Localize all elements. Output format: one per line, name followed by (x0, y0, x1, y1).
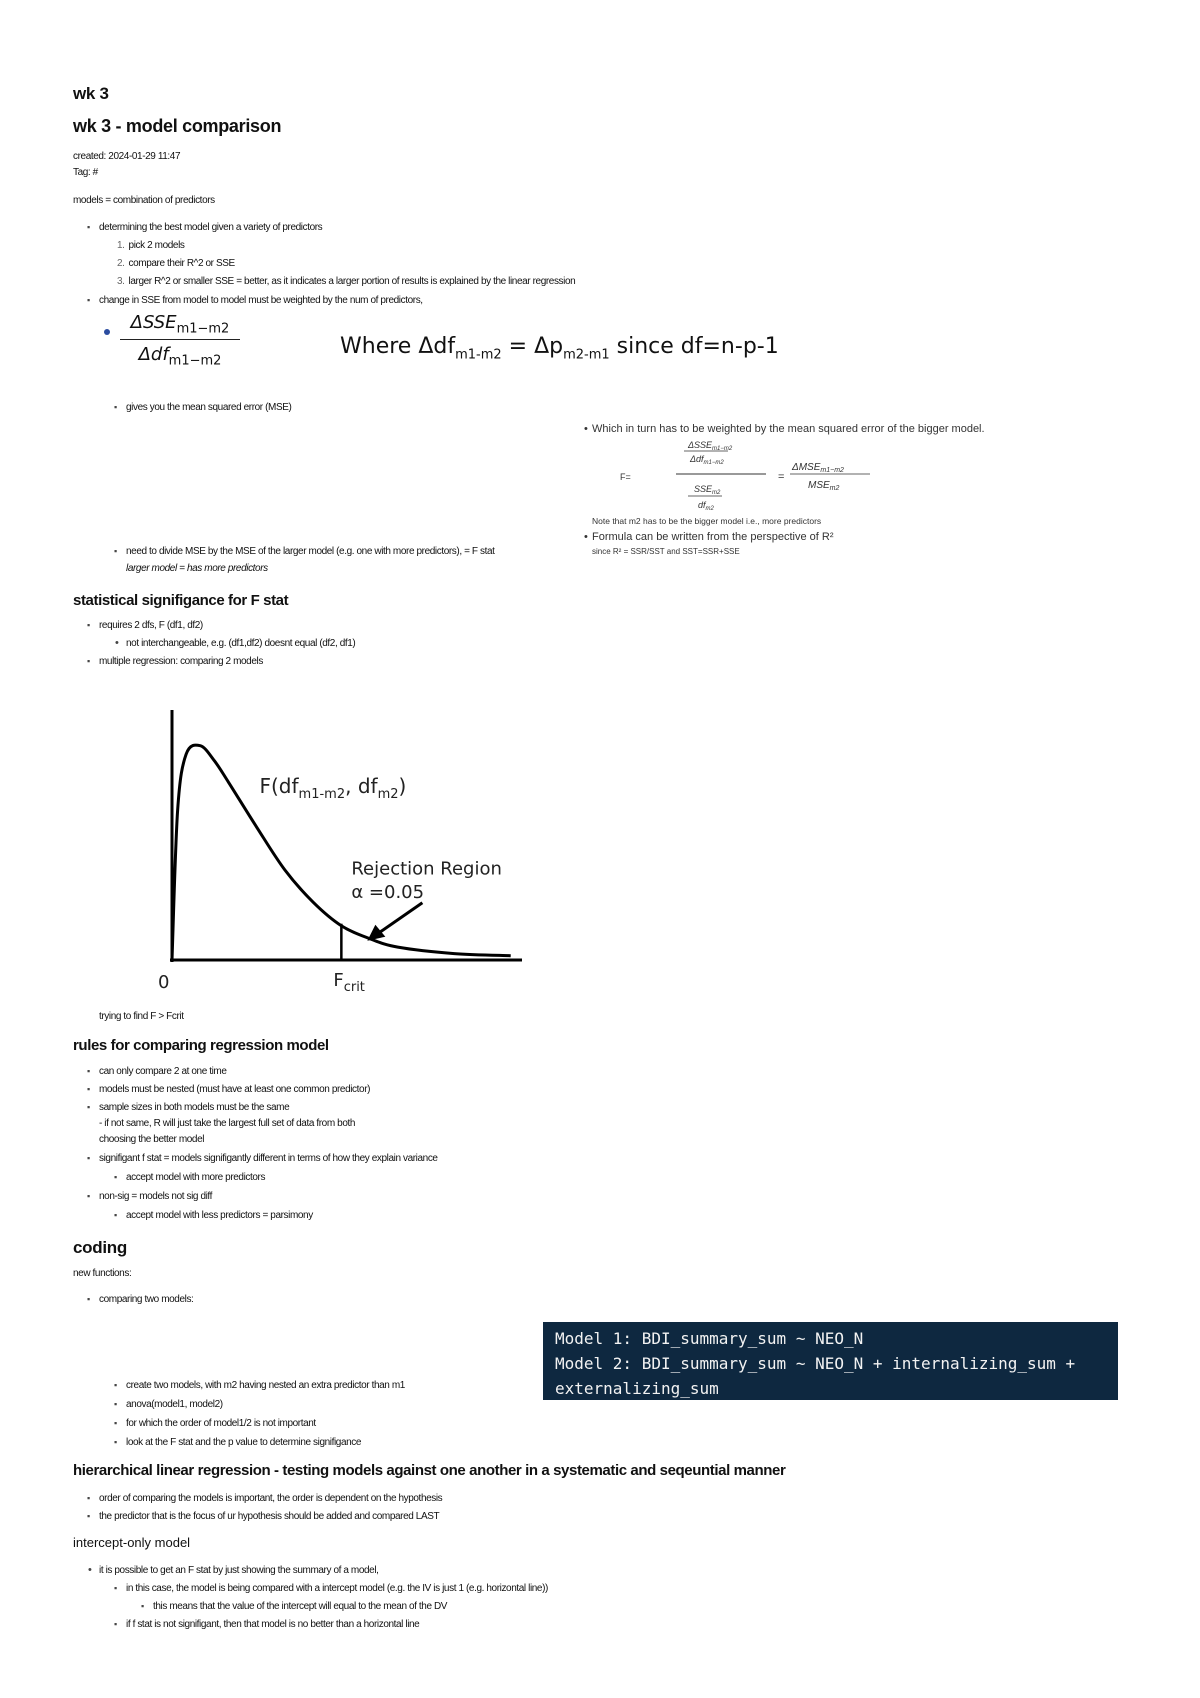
list-item: ▪ need to divide MSE by the MSE of the larger model (e.g. one with more predictors), = F stat (126, 546, 495, 557)
list-item: ▪ the predictor that is the focus of ur hypothesis should be added and compared LAST (99, 1511, 439, 1522)
list-item: ▪ for which the order of model1/2 is not important (126, 1418, 316, 1429)
formula-term: $MSE_{m2}$ (808, 480, 840, 492)
section-heading-coding: coding (73, 1238, 127, 1257)
tag-meta: Tag: # (73, 167, 98, 178)
list-item: ▪ if f stat is not signifigant, then that model is no better than a horizontal line (126, 1619, 419, 1630)
alpha-label: α =0.05 (351, 881, 425, 903)
formula-term: $\Delta SSE_{m1-m2}$ (688, 440, 733, 452)
formula-line: since R² = SSR/SST and SST=SSR+SSE (592, 547, 740, 556)
formula-term: $\Delta MSE_{m1-m2}$ (792, 462, 844, 474)
bullet-dot-icon (104, 329, 110, 335)
list-item: ▪ can only compare 2 at one time (99, 1066, 227, 1077)
code-line: Model 2: BDI_summary_sum ~ NEO_N + internalizing_sum + (555, 1354, 1076, 1373)
created-meta: created: 2024-01-29 11:47 (73, 151, 181, 162)
formula-term: Δdf$_{m1-m2}$ (690, 454, 724, 466)
code-line: externalizing_sum (555, 1379, 719, 1398)
list-item: ▪ models must be nested (must have at least one common predictor) (99, 1084, 370, 1095)
list-item: ▪ gives you the mean squared error (MSE) (126, 402, 291, 413)
where-clause: Where $\Delta df_{m1-m2} = \Delta p_{m2-m1}$ since df=n-p-1 (340, 334, 779, 363)
page-title: wk 3 (73, 84, 109, 103)
f-distribution-chart (150, 686, 550, 996)
list-item: ▪ accept model with more predictors (126, 1172, 265, 1183)
formula-term: $SSE_{m2}$ (694, 484, 721, 496)
rejection-region-label: Rejection Region (351, 858, 502, 880)
list-item: ▪ create two models, with m2 having nested an extra predictor than m1 (126, 1380, 405, 1391)
formula-note: Note that m2 has to be the bigger model i.e., more predictors (592, 516, 822, 526)
trying-note: trying to find F > Fcrit (99, 1011, 184, 1022)
list-item: ▪ in this case, the model is being compared with a intercept model (e.g. the IV is just 1 (e.g. horizontal line)) (126, 1583, 548, 1594)
list-item: ▪ comparing two models: (99, 1294, 193, 1305)
code-output-block (543, 1322, 1118, 1400)
formula-bullet: • (584, 423, 588, 435)
f-stat-formula-image (580, 418, 1050, 566)
origin-tick-label: 0 (158, 972, 170, 993)
fraction: $\Delta SSE_{m1-m2}$ Δdf$_{m1-m2}$ (120, 312, 240, 368)
section-heading-hierarchical: hierarchical linear regression - testing models against one another in a systematic and seqeuntial manner (73, 1462, 786, 1479)
list-item: ▪ accept model with less predictors = parsimony (126, 1210, 313, 1221)
code-line: Model 1: BDI_summary_sum ~ NEO_N (555, 1329, 864, 1348)
models-intro: models = combination of predictors (73, 195, 215, 206)
section-heading-rules: rules for comparing regression model (73, 1037, 329, 1054)
note-title: wk 3 - model comparison (73, 116, 282, 136)
sse-df-formula (120, 312, 820, 387)
list-item: ▪ change in SSE from model to model must be weighted by the num of predictors, (99, 295, 423, 306)
curve-label: $F(df_{m1-m2}$, $df_{m2}$) (259, 773, 407, 802)
arrowhead-icon (367, 925, 385, 941)
list-item: ▪ determining the best model given a variety of predictors (99, 222, 322, 233)
formula-line: Which in turn has to be weighted by the mean squared error of the bigger model. (592, 423, 985, 435)
equals-sign: = (778, 471, 785, 483)
formula-bullet: • (584, 531, 588, 543)
list-item: ▪ sample sizes in both models must be the same (99, 1102, 289, 1113)
f-label: F= (620, 472, 631, 482)
list-item: • not interchangeable, e.g. (df1,df2) doesnt equal (df2, df1) (126, 638, 355, 649)
list-item: ▪ anova(model1, model2) (126, 1399, 223, 1410)
list-item: ▪ this means that the value of the intercept will equal to the mean of the DV (153, 1601, 447, 1612)
list-item: ▪ multiple regression: comparing 2 models (99, 656, 263, 667)
list-item: ▪ requires 2 dfs, F (df1, df2) (99, 620, 203, 631)
list-item: ▪ look at the F stat and the p value to determine signifigance (126, 1437, 361, 1448)
intercept-heading: intercept-only model (73, 1535, 191, 1550)
list-item-continuation: choosing the better model (99, 1134, 205, 1145)
list-item: ▪ order of comparing the models is important, the order is dependent on the hypothesis (99, 1493, 442, 1504)
fcrit-tick-label: $F_{crit}$ (333, 970, 365, 995)
formula-term: $df_{m2}$ (698, 500, 714, 512)
list-item: ▪ non-sig = models not sig diff (99, 1191, 212, 1202)
list-item: ▪ signifigant f stat = models signifigantly different in terms of how they explain variance (99, 1153, 438, 1164)
numbered-item: 3. larger R^2 or smaller SSE = better, as it indicates a larger portion of results is explained by the linear regression (117, 276, 576, 287)
new-functions-label: new functions: (73, 1268, 132, 1279)
section-heading-significance: statistical signifigance for F stat (73, 592, 289, 609)
formula-line: Formula can be written from the perspective of R² (592, 531, 834, 543)
numbered-item: 1. pick 2 models (117, 240, 185, 251)
list-item-continuation: - if not same, R will just take the largest full set of data from both (99, 1118, 356, 1129)
list-item: • it is possible to get an F stat by just showing the summary of a model, (99, 1565, 379, 1576)
numbered-item: 2. compare their R^2 or SSE (117, 258, 235, 269)
larger-model-note: larger model = has more predictors (126, 563, 268, 574)
